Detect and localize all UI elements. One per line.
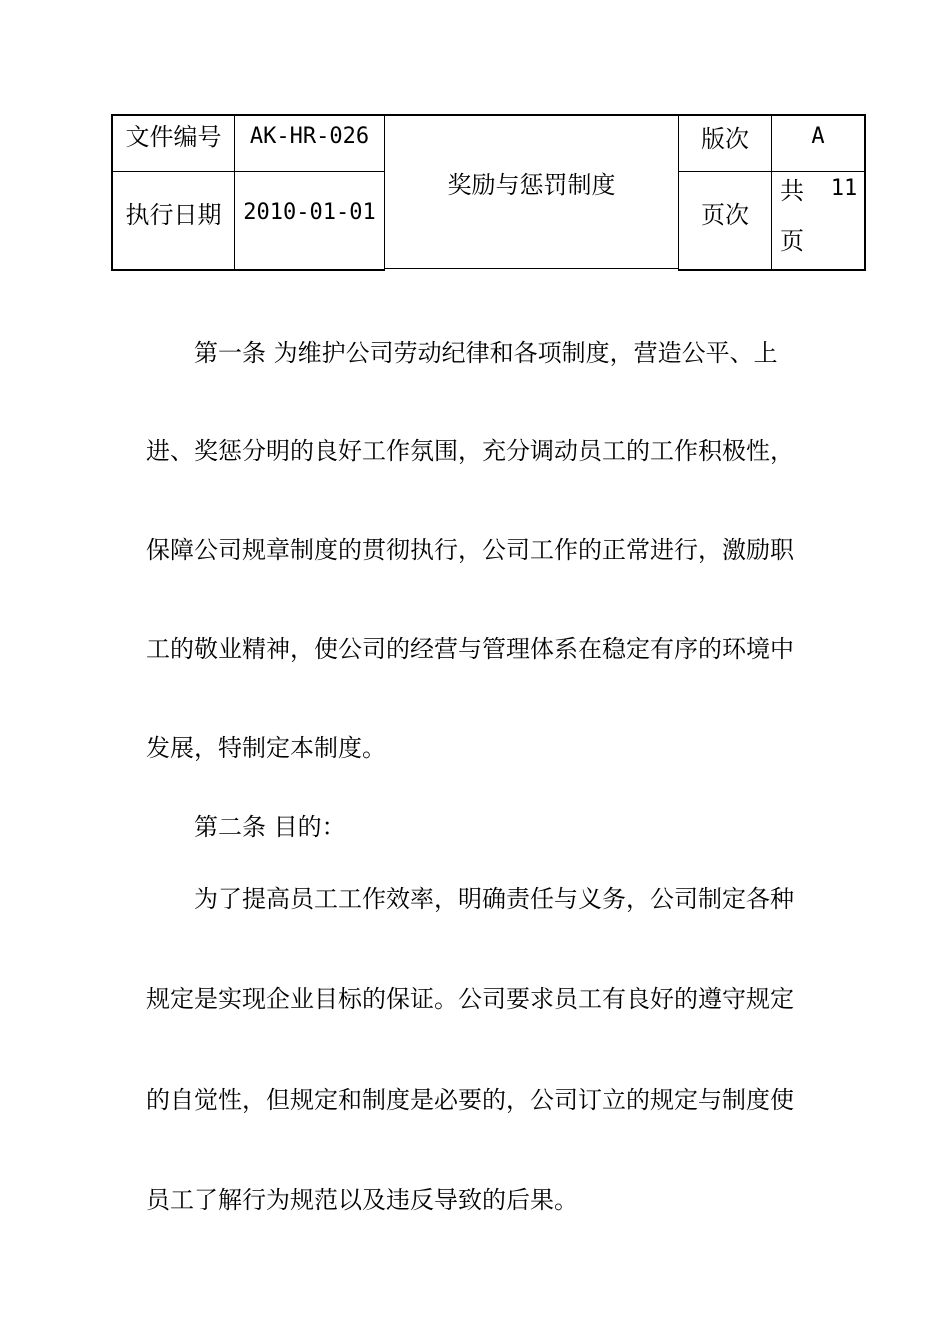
page-label: 页次 <box>701 200 749 229</box>
table-border-bottom-right <box>678 269 866 271</box>
body-line-10: 员工了解行为规范以及违反导致的后果。 <box>146 1186 578 1214</box>
body-line-2: 进、奖惩分明的良好工作氛围，充分调动员工的工作积极性， <box>146 437 794 465</box>
execution-date-label: 执行日期 <box>125 200 222 229</box>
body-line-8: 规定是实现企业目标的保证。公司要求员工有良好的遵守规定 <box>146 985 794 1013</box>
file-number-label: 文件编号 <box>125 122 222 151</box>
body-line-5: 发展，特制定本制度。 <box>146 734 386 762</box>
file-number-value: AK-HR-026 <box>249 123 370 149</box>
body-line-1: 第一条 为维护公司劳动纪律和各项制度，营造公平、上 <box>146 339 778 367</box>
page-total-prefix: 共 <box>780 176 804 205</box>
table-border-bottom-middle <box>385 268 679 269</box>
body-line-6: 第二条 目的： <box>146 813 346 841</box>
version-value: A <box>811 123 825 149</box>
body-line-4: 工的敬业精神，使公司的经营与管理体系在稳定有序的环境中 <box>146 635 794 663</box>
table-border-bottom-left <box>111 269 385 271</box>
version-label: 版次 <box>701 124 749 153</box>
document-title: 奖励与惩罚制度 <box>447 170 616 199</box>
page-total-suffix: 页 <box>780 226 804 255</box>
body-line-3: 保障公司规章制度的贯彻执行，公司工作的正常进行，激励职 <box>146 536 794 564</box>
table-divider-h-left <box>111 171 384 172</box>
body-line-7: 为了提高员工工作效率，明确责任与义务，公司制定各种 <box>146 885 794 913</box>
table-border-right <box>864 114 866 271</box>
page-total-number: 11 <box>830 175 858 201</box>
execution-date-value: 2010-01-01 <box>243 199 376 225</box>
body-line-9: 的自觉性，但规定和制度是必要的，公司订立的规定与制度使 <box>146 1086 794 1114</box>
document-header-table <box>111 114 866 271</box>
